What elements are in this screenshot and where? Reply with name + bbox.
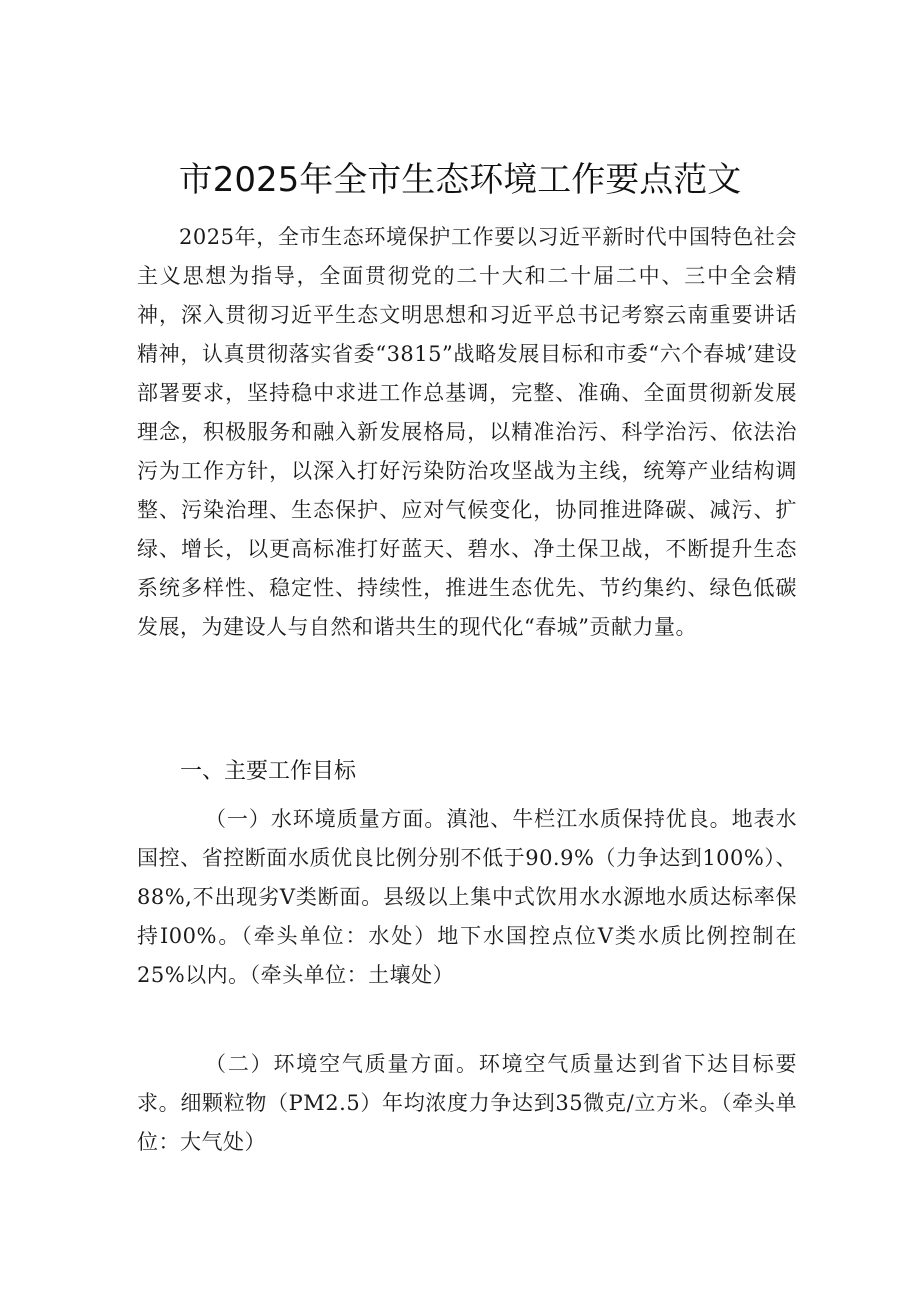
water-quality-paragraph: （一）水环境质量方面。滇池、牛栏江水质保持优良。地表水国控、省控断面水质优良比例分别不低于90.9%（力争达到100%）、88%,不出现劣V类断面。县级以上集中式饮用水水源地水质达标率保持I00%。（牵头单位：水处）地下水国控点位V类水质比例控制在25%以内。（牵头单位：土壤处） — [137, 807, 797, 987]
air-quality-paragraph: （二）环境空气质量方面。环境空气质量达到省下达目标要求。细颗粒物（PM2.5）年均浓度力争达到35微克/立方米。（牵头单位：大气处） — [137, 1052, 797, 1154]
section-heading: 一、主要工作目标 — [180, 759, 357, 784]
document-title: 市2025年全市生态环境工作要点范文 — [178, 160, 742, 200]
intro-paragraph: 2025年，全市生态环境保护工作要以习近平新时代中国特色社会主义思想为指导，全面贯彻党的二十大和二十届二中、三中全会精神，深入贯彻习近平生态文明思想和习近平总书记考察云南重要讲话精神，认真贯彻落实省委“3815”战略发展目标和市委“六个春城’建设部署要求，坚持稳中求进工作总基调，完整、准确、全面贯彻新发展理念，积极服务和融入新发展格局，以精准治污、科学治污、依法治污为工作方针，以深入打好污染防治攻坚战为主线，统筹产业结构调整、污染治理、生态保护、应对气候变化，协同推进降碳、减污、扩绿、增长，以更高标准打好蓝天、碧水、净土保卫战，不断提升生态系统多样性、稳定性、持续性，推进生态优先、节约集约、绿色低碳发展，为建设人与自然和谐共生的现代化“春城”贡献力量。 — [137, 225, 797, 639]
